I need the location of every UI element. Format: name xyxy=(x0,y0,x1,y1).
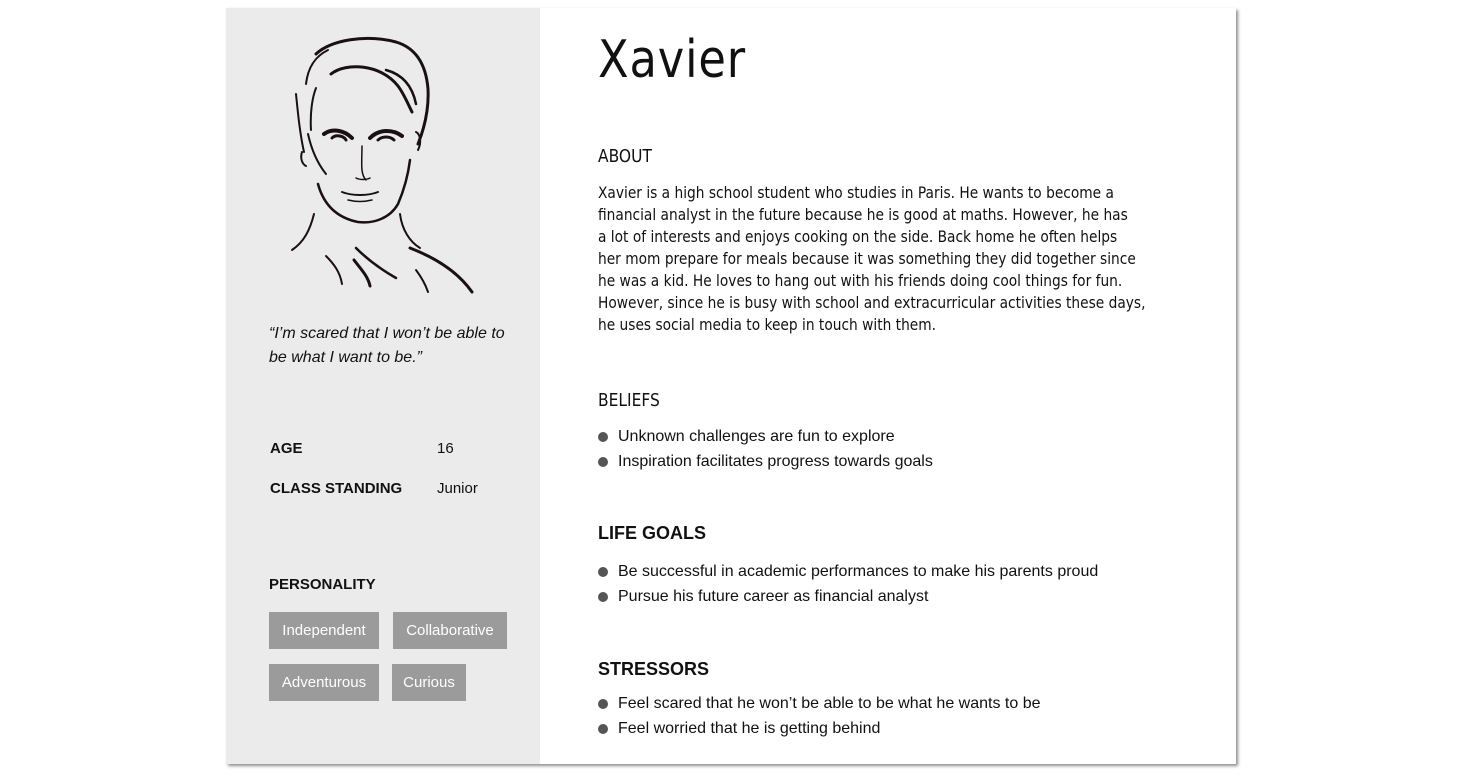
about-line: he uses social media to keep in touch with them. xyxy=(598,315,937,334)
personality-title: PERSONALITY xyxy=(269,576,376,593)
about-line: financial analyst in the future because he is good at maths. However, he has xyxy=(598,205,1128,224)
persona-sidebar xyxy=(226,8,540,764)
list-item: Be successful in academic performances to make his parents proud xyxy=(598,563,1098,588)
bullet-icon xyxy=(598,699,608,709)
list-item: Unknown challenges are fun to explore xyxy=(598,428,933,453)
bullet-icon xyxy=(598,457,608,467)
about-title: ABOUT xyxy=(598,146,652,167)
personality-tag: Independent xyxy=(269,612,379,649)
beliefs-list xyxy=(598,428,933,478)
about-line: her mom prepare for meals because it was something they did together since xyxy=(598,249,1136,268)
about-line: a lot of interests and enjoys cooking on the side. Back home he often helps xyxy=(598,227,1118,246)
stressors-list xyxy=(598,695,1041,745)
stressors-title: STRESSORS xyxy=(598,659,710,679)
about-line: Xavier is a high school student who studies in Paris. He wants to become a xyxy=(598,183,1114,202)
bullet-icon xyxy=(598,592,608,602)
life-goals-title: LIFE GOALS xyxy=(598,523,706,543)
bullet-icon xyxy=(598,432,608,442)
class-standing-label: CLASS STANDING xyxy=(270,480,403,497)
about-line: However, since he is busy with school and extracurricular activities these days, xyxy=(598,293,1146,312)
persona-name: Xavier xyxy=(598,30,747,90)
about-text xyxy=(598,182,1148,336)
class-standing-value: Junior xyxy=(437,480,478,497)
personality-tag: Curious xyxy=(392,664,466,701)
bullet-icon xyxy=(598,567,608,577)
life-goals-list xyxy=(598,563,1098,613)
portrait-sketch-icon xyxy=(286,34,486,294)
list-item: Inspiration facilitates progress towards goals xyxy=(598,453,933,478)
list-item: Pursue his future career as financial analyst xyxy=(598,588,1098,613)
list-item: Feel scared that he won’t be able to be what he wants to be xyxy=(598,695,1041,720)
age-label: AGE xyxy=(270,440,303,457)
persona-quote: “I’m scared that I won’t be able to be what I want to be.” xyxy=(269,325,505,366)
personality-tag: Collaborative xyxy=(393,612,507,649)
about-line: he was a kid. He loves to hang out with his friends doing cool things for fun. xyxy=(598,271,1123,290)
list-item: Feel worried that he is getting behind xyxy=(598,720,1041,745)
personality-tag: Adventurous xyxy=(269,664,379,701)
persona-card xyxy=(226,8,1236,764)
beliefs-title: BELIEFS xyxy=(598,390,660,411)
bullet-icon xyxy=(598,724,608,734)
age-value: 16 xyxy=(437,440,454,457)
